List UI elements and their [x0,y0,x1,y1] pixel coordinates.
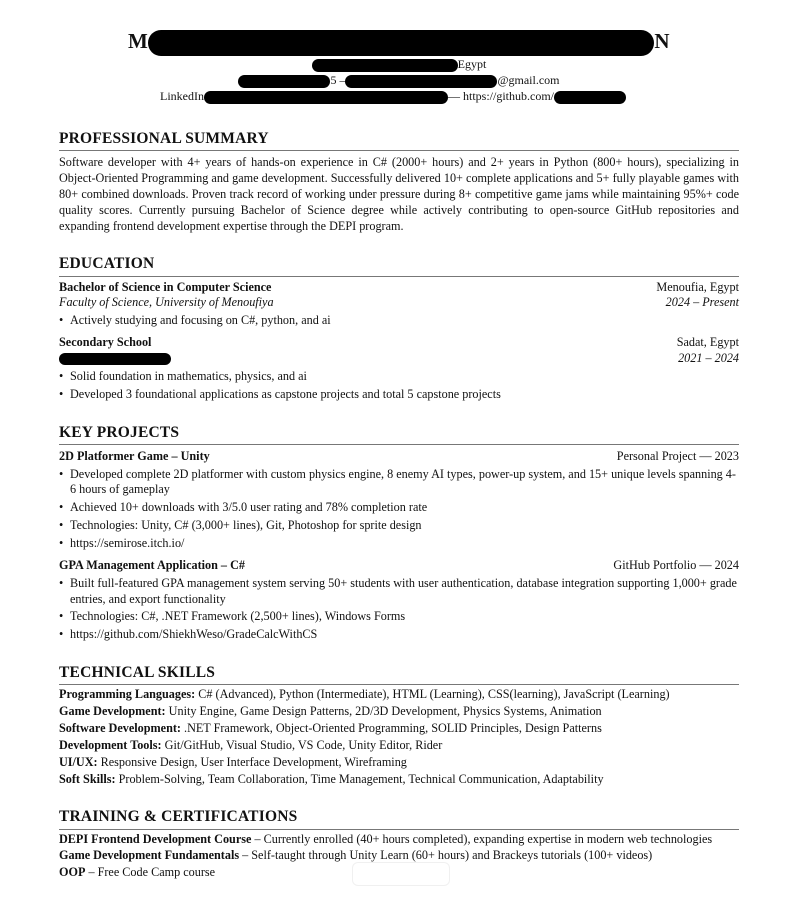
redacted-phone [238,75,330,88]
skill-row [59,704,739,720]
skill-value: Git/GitHub, Visual Studio, VS Code, Unity Editor, Rider [164,737,443,752]
projects-section [59,423,739,644]
project-meta: Personal Project — 2023 [616,448,739,463]
skill-row [59,721,739,737]
degree-dates: 2024 – Present [665,295,739,310]
watermark-logo [352,862,450,886]
skill-value: .NET Framework, Object-Oriented Programming, SOLID Principles, Design Patterns [184,721,602,736]
skills-section [59,663,739,787]
certification-title: DEPI Frontend Development Course [59,831,252,846]
phone-email-line [59,72,739,88]
skill-value: Unity Engine, Game Design Patterns, 2D/3D Development, Physics Systems, Animation [168,704,602,719]
education-section [59,254,739,402]
certification-detail: – Self-taught through Unity Learn (60+ hours) and Brackeys tutorials (100+ videos) [239,848,653,863]
skill-row [59,738,739,754]
list-item: • Developed complete 2D platformer with custom physics engine, 8 enemy AI types, power-up system, and 15+ unique levels spanning 4-6 hours of gameplay [59,467,739,499]
education-entry [59,280,739,330]
email-domain: @gmail.com [497,73,560,87]
redacted-linkedin [204,91,448,104]
address-country: Egypt [457,57,487,71]
resume-page [59,26,739,881]
skill-value: C# (Advanced), Python (Intermediate), HTML (Learning), CSS(learning), JavaScript (Learning) [198,687,670,702]
linkedin-label: LinkedIn [160,89,204,103]
degree-location: Menoufia, Egypt [656,279,739,294]
list-item: • Developed 3 foundational applications as capstone projects and total 5 capstone projects [59,387,739,403]
candidate-name [59,26,739,56]
skill-value: Responsive Design, User Interface Development, Wireframing [100,754,407,769]
list-item: • Technologies: C#, .NET Framework (2,500+ lines), Windows Forms [59,609,739,625]
education-heading: EDUCATION [59,254,739,276]
skill-label: UI/UX: [59,754,98,769]
project-title: 2D Platformer Game – Unity [59,448,210,463]
project-link[interactable]: • https://semirose.itch.io/ [59,536,739,552]
skill-label: Soft Skills: [59,771,116,786]
skill-value: Problem-Solving, Team Collaboration, Time Management, Technical Communication, Adaptability [118,771,604,786]
skill-row [59,687,739,703]
school-location: Sadat, Egypt [676,335,739,350]
certification-title: OOP [59,865,86,880]
certification-row [59,832,739,848]
skill-row [59,772,739,788]
redacted-email [345,75,497,88]
training-heading: TRAINING & CERTIFICATIONS [59,807,739,829]
skills-heading: TECHNICAL SKILLS [59,663,739,685]
degree-institution: Faculty of Science, University of Menoufiya [59,295,274,310]
degree-title: Bachelor of Science in Computer Science [59,279,272,294]
school-title: Secondary School [59,335,152,350]
project-link[interactable]: • https://github.com/ShiekhWeso/GradeCalcWithCS [59,627,739,643]
github-link-prefix: — https://github.com/ [448,89,555,103]
address-line [59,56,739,72]
summary-heading: PROFESSIONAL SUMMARY [59,129,739,151]
project-entry [59,558,739,643]
skill-label: Game Development: [59,704,166,719]
education-entry [59,335,739,402]
list-item: • Actively studying and focusing on C#, python, and ai [59,313,739,329]
summary-text: Software developer with 4+ years of hands-on experience in C# (2000+ hours) and 2+ years in Python (800+ hours), specializing in Object-Oriented Programming and game development. Successfully delivered 10+ complete applications and 5+ fully playable games with 80+ combined downloads. Proven track record of working under pressure during 8+ competitive game jams while maintaining 95%+ code quality scores. Currently pursuing Bachelor of Science degree while actively contributing to open-source GitHub repositories and expanding frontend development expertise through the DEPI program. [59,155,739,233]
school-dates: 2021 – 2024 [678,351,739,366]
list-item: • Built full-featured GPA management system serving 50+ students with user authentication, database integration supporting 1,000+ grade entries, and export functionality [59,576,739,608]
list-item: • Solid foundation in mathematics, physics, and ai [59,369,739,385]
links-line [59,88,739,104]
skill-label: Development Tools: [59,737,162,752]
name-last-char: N [654,29,670,53]
project-title: GPA Management Application – C# [59,557,245,572]
list-item: • Achieved 10+ downloads with 3/5.0 user rating and 78% completion rate [59,500,739,516]
list-item: • Technologies: Unity, C# (3,000+ lines), Git, Photoshop for sprite design [59,518,739,534]
project-entry [59,449,739,552]
phone-fragment: 5 – [330,73,346,87]
redacted-github-user [554,91,626,104]
redacted-address [312,59,458,72]
certification-title: Game Development Fundamentals [59,848,240,863]
redacted-name [148,30,654,56]
skill-label: Programming Languages: [59,687,196,702]
skill-label: Software Development: [59,721,181,736]
skill-row [59,755,739,771]
projects-heading: KEY PROJECTS [59,423,739,445]
name-first-char: M [128,29,149,53]
redacted-school-name [59,353,171,365]
project-meta: GitHub Portfolio — 2024 [613,557,739,572]
summary-section [59,129,739,234]
certification-detail: – Free Code Camp course [85,865,216,880]
certification-detail: – Currently enrolled (40+ hours completed), expanding expertise in modern web technologies [251,831,713,846]
